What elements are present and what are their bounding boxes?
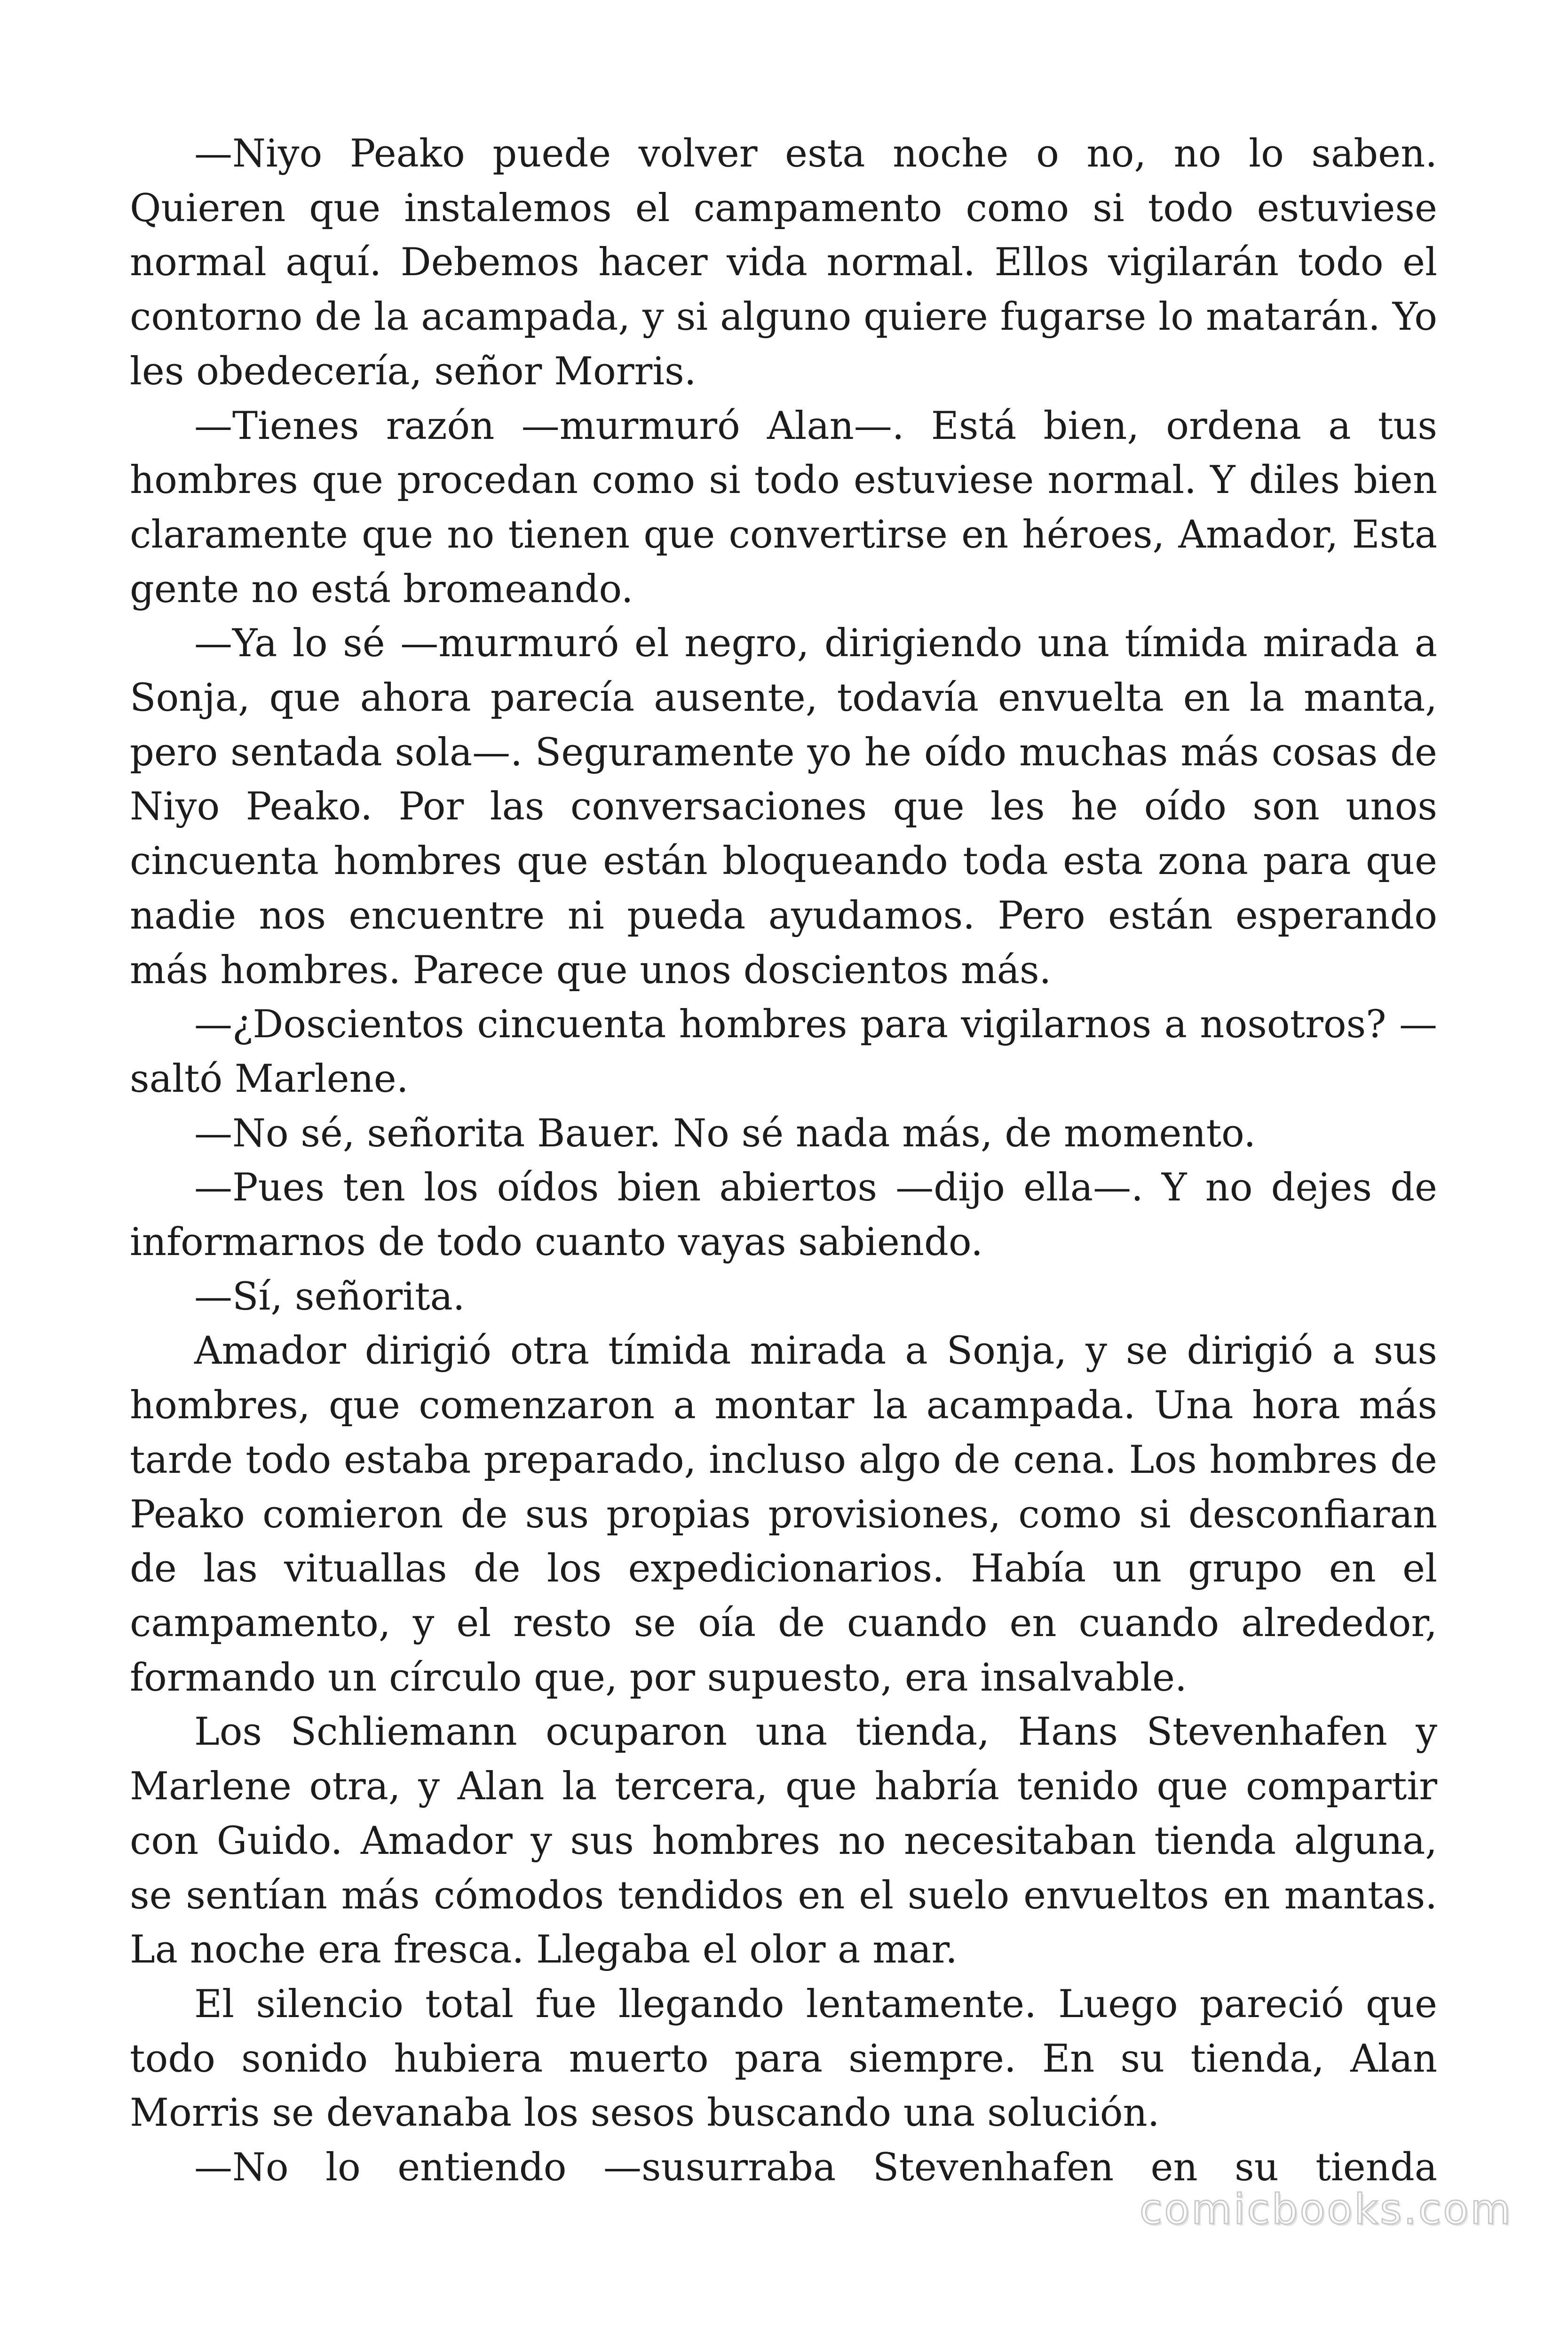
paragraph: —Tienes razón —murmuró Alan—. Está bien, ordena a tus hombres que procedan como si todo estuviese normal. Y diles bien claramente que no tienen que convertirse en héroes, Amador, Esta gente no está bromeando. bbox=[130, 404, 1437, 612]
watermark: comicbooks.com bbox=[1139, 2185, 1513, 2233]
paragraph: Amador dirigió otra tímida mirada a Sonja, y se dirigió a sus hombres, que comenzaron a montar la acampada. Una hora más tarde todo estaba preparado, incluso algo de cena. Los hombres de Peako comieron de sus propias provisiones, como si desconfiaran de las vituallas de los expedicionarios. Había un grupo en el campamento, y el resto se oía de cuando en cuando alrededor, formando un círculo que, por supuesto, era insalvable. bbox=[130, 1329, 1437, 1700]
paragraph: —Ya lo sé —murmuró el negro, dirigiendo una tímida mirada a Sonja, que ahora parecía ausente, todavía envuelta en la manta, pero sentada sola—. Seguramente yo he oído muchas más cosas de Niyo Peako. Por las conversaciones que les he oído son unos cincuenta hombres que están bloqueando toda esta zona para que nadie nos encuentre ni pueda ayudamos. Pero están esperando más hombres. Parece que unos doscientos más. bbox=[130, 621, 1437, 993]
paragraph: —Sí, señorita. bbox=[194, 1274, 465, 1319]
body-text bbox=[130, 127, 1437, 2195]
paragraph-continued: —No lo entiendo —susurraba Stevenhafen en su tienda bbox=[194, 2145, 1437, 2190]
paragraph: El silencio total fue llegando lentamente. Luego pareció que todo sonido hubiera muerto para siempre. En su tienda, Alan Morris se devanaba los sesos buscando una solución. bbox=[130, 1982, 1437, 2136]
paragraph: —Niyo Peako puede volver esta noche o no, no lo saben. Quieren que instalemos el campamento como si todo estuviese normal aquí. Debemos hacer vida normal. Ellos vigilarán todo el contorno de la acampada, y si alguno quiere fugarse lo matarán. Yo les obedecería, señor Morris. bbox=[130, 132, 1437, 394]
paragraph: —¿Doscientos cincuenta hombres para vigilarnos a nosotros? —saltó Marlene. bbox=[130, 1002, 1437, 1101]
paragraph: Los Schliemann ocuparon una tienda, Hans Stevenhafen y Marlene otra, y Alan la tercera, que habría tenido que compartir con Guido. Amador y sus hombres no necesitaban tienda alguna, se sentían más cómodos tendidos en el suelo envueltos en mantas. La noche era fresca. Llegaba el olor a mar. bbox=[130, 1710, 1437, 1972]
paragraph: —Pues ten los oídos bien abiertos —dijo ella—. Y no dejes de informarnos de todo cuanto vayas sabiendo. bbox=[130, 1166, 1437, 1265]
paragraph: —No sé, señorita Bauer. No sé nada más, de momento. bbox=[194, 1111, 1256, 1156]
